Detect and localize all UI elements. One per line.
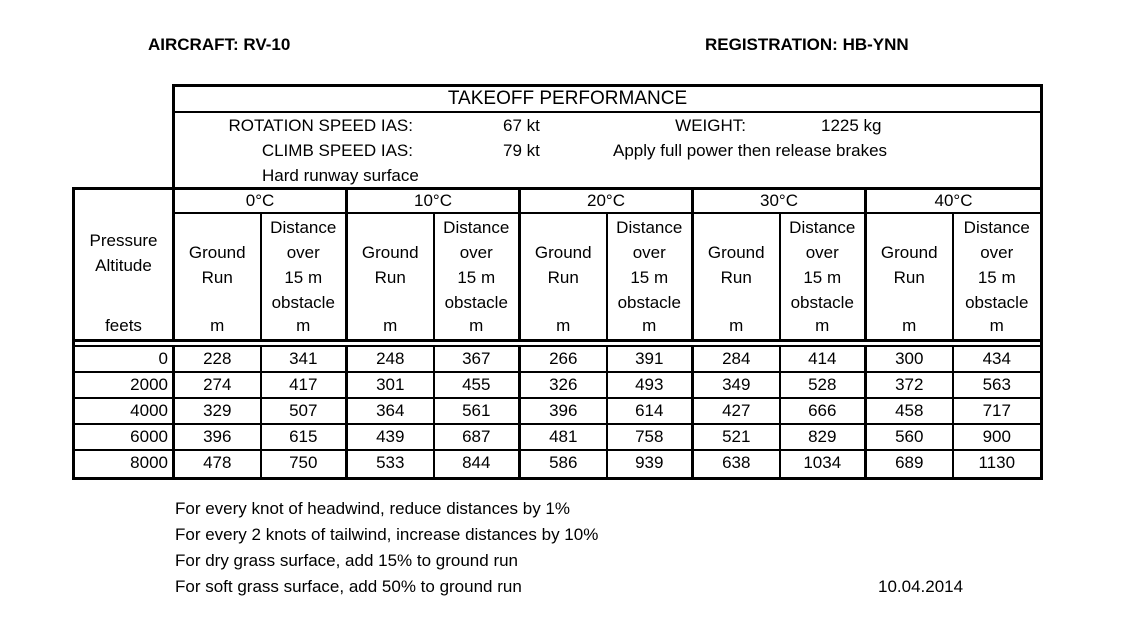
table-row [75,451,1040,477]
altitude-cell: 4000 [75,399,175,423]
rotation-speed-row [175,113,1040,138]
value-cell: 1130 [978,453,1016,472]
header-line: Ground [361,242,419,262]
value-cell: 417 [262,373,349,397]
table-row [75,347,1040,373]
value-cell: 561 [435,399,522,423]
takeoff-info-box [172,84,1043,187]
header-line: Run [893,267,925,287]
altitude-header-line: Pressure [89,230,158,250]
header-line: Distance [270,217,337,237]
header-line: Run [201,267,233,287]
temp-header-cell: 30°C [694,190,867,214]
value-cell: 521 [694,425,781,449]
header-line: Distance [443,217,510,237]
unit-label: m [642,316,657,335]
value-cell: 563 [982,375,1011,394]
altitude-unit: feets [105,316,142,335]
ground-run-header-text [694,214,779,315]
header-line: 15 m [284,267,323,287]
table-row [75,425,1040,451]
value-cell: 900 [982,427,1011,446]
value-cell: 829 [781,425,868,449]
value-cell: 528 [781,373,868,397]
unit-label: m [469,316,484,335]
temp-header-cell: 20°C [521,190,694,214]
value-cell: 414 [781,347,868,371]
header-line: Run [374,267,406,287]
distance-header [954,214,1041,339]
note-headwind: For every knot of headwind, reduce distances by 1% [175,499,570,518]
altitude-header-line: Altitude [95,255,152,275]
header-line: over [632,242,666,262]
unit-label: m [902,316,917,335]
climb-speed-row [175,138,1040,163]
value-cell: 458 [867,399,954,423]
value-cell: 326 [521,373,608,397]
ground-run-header [521,214,608,339]
value-cell: 364 [348,399,435,423]
temp-header-cell: 40°C [867,190,1040,214]
altitude-cell: 2000 [75,373,175,397]
header-line: Distance [789,217,856,237]
value-cell: 478 [175,451,262,477]
header-line: Ground [534,242,592,262]
notes-block [175,496,598,600]
table-row [75,373,1040,399]
value-cell: 666 [781,399,868,423]
header-line: Run [547,267,579,287]
altitude-cell: 0 [75,347,175,371]
distance-header [262,214,349,339]
value-cell: 266 [521,347,608,371]
value-cell: 507 [262,399,349,423]
note-tailwind: For every 2 knots of tailwind, increase distances by 10% [175,525,599,544]
ground-run-header [867,214,954,339]
value-cell: 396 [175,425,262,449]
distance-header-text [954,214,1041,315]
ground-run-header-text [521,214,606,315]
value-cell: 638 [694,451,781,477]
performance-table [72,187,1043,480]
weight-label: WEIGHT: [675,116,746,135]
header-line: over [805,242,839,262]
ground-run-header [175,214,262,339]
rotation-speed-value: 67 kt [503,116,540,135]
distance-header [608,214,695,339]
altitude-header-text [75,190,172,315]
surface-note: Hard runway surface [262,166,419,185]
temp-header-cell: 0°C [175,190,348,214]
altitude-cell: 6000 [75,425,175,449]
header-line: obstacle [965,292,1029,312]
unit-label: m [210,316,225,335]
value-cell: 1034 [781,451,868,477]
value-cell: 329 [175,399,262,423]
value-cell: 367 [435,347,522,371]
value-cell: 533 [348,451,435,477]
value-cell: 615 [262,425,349,449]
header-line: Ground [188,242,246,262]
header-line: over [459,242,493,262]
value-cell: 274 [175,373,262,397]
value-cell: 481 [521,425,608,449]
value-cell: 391 [608,347,695,371]
header-line: Ground [707,242,765,262]
ground-run-header [694,214,781,339]
ground-run-header-text [348,214,433,315]
climb-speed-label: CLIMB SPEED IAS: [261,141,413,160]
header-line: Ground [880,242,938,262]
aircraft-label: AIRCRAFT: RV-10 [148,35,291,54]
ground-run-header [348,214,435,339]
value-cell: 493 [608,373,695,397]
weight-value: 1225 kg [821,116,882,135]
header-line: 15 m [803,267,842,287]
header-line: 15 m [630,267,669,287]
unit-label: m [556,316,571,335]
value-cell: 750 [262,451,349,477]
table-title: TAKEOFF PERFORMANCE [175,87,1040,113]
header-line: over [286,242,320,262]
unit-label: m [383,316,398,335]
note-soft-grass: For soft grass surface, add 50% to ground run [175,577,522,596]
value-cell: 427 [694,399,781,423]
value-cell: 372 [867,373,954,397]
unit-label: m [989,316,1004,335]
value-cell: 560 [867,425,954,449]
note-dry-grass: For dry grass surface, add 15% to ground run [175,551,519,570]
distance-header [435,214,522,339]
distance-header-text [262,214,346,315]
value-cell: 439 [348,425,435,449]
distance-header-text [608,214,692,315]
distance-header-text [781,214,865,315]
table-row [75,399,1040,425]
document-date: 10.04.2014 [878,577,964,596]
temp-header-cell: 10°C [348,190,521,214]
value-cell: 301 [348,373,435,397]
table-body [75,345,1040,477]
value-cell: 689 [867,451,954,477]
value-cell: 939 [608,451,695,477]
unit-label: m [296,316,311,335]
distance-header-text [435,214,519,315]
table-header [75,190,1040,342]
value-cell: 396 [521,399,608,423]
altitude-cell: 8000 [75,451,175,477]
header-line: obstacle [271,292,335,312]
header-line: 15 m [457,267,496,287]
value-cell: 434 [982,349,1011,368]
unit-label: m [729,316,744,335]
header-line: Distance [963,217,1030,237]
value-cell: 717 [982,401,1011,420]
value-cell: 341 [262,347,349,371]
header-line: obstacle [444,292,508,312]
rotation-speed-label: ROTATION SPEED IAS: [228,116,413,135]
brakes-note: Apply full power then release brakes [613,141,888,160]
value-cell: 455 [435,373,522,397]
ground-run-header-text [175,214,260,315]
value-cell: 228 [175,347,262,371]
unit-label: m [815,316,830,335]
value-cell: 300 [867,347,954,371]
value-cell: 758 [608,425,695,449]
header-line: obstacle [617,292,681,312]
value-cell: 687 [435,425,522,449]
value-cell: 586 [521,451,608,477]
document-header [0,35,1136,55]
value-cell: 248 [348,347,435,371]
header-line: over [980,242,1014,262]
value-cell: 349 [694,373,781,397]
value-cell: 284 [694,347,781,371]
header-line: Distance [616,217,683,237]
registration-label: REGISTRATION: HB-YNN [705,35,909,54]
header-line: obstacle [790,292,854,312]
surface-row [175,163,1040,188]
ground-run-header-text [867,214,952,315]
climb-speed-value: 79 kt [503,141,540,160]
value-cell: 844 [435,451,522,477]
header-line: 15 m [977,267,1016,287]
distance-header [781,214,868,339]
value-cell: 614 [608,399,695,423]
header-line: Run [720,267,752,287]
altitude-column-header [75,190,175,339]
